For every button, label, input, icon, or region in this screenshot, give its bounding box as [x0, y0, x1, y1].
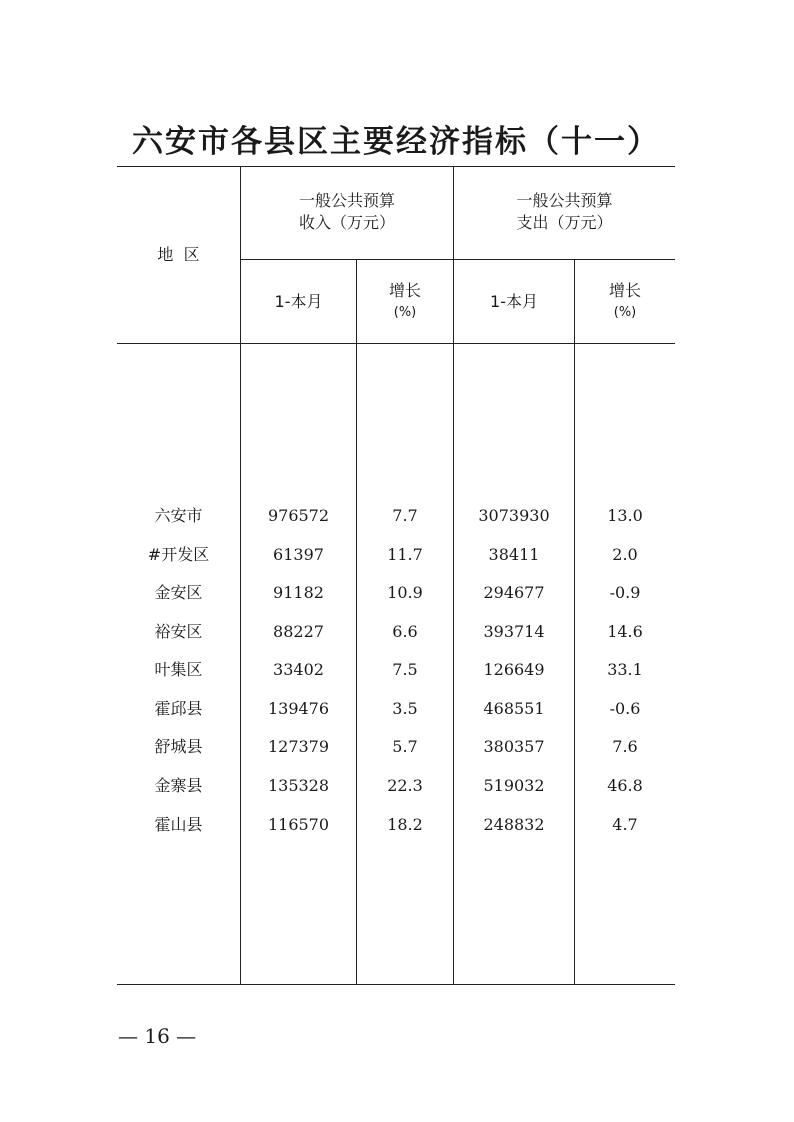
header-expenditure-line2: 支出（万元）: [516, 213, 613, 232]
revenue-growth-cell: 11.7: [387, 545, 423, 564]
revenue-growth-cell: 18.2: [387, 815, 423, 834]
region-cell: 金安区: [154, 583, 203, 602]
header-expenditure-growth-line1: 增长: [608, 281, 641, 300]
column-divider: [240, 166, 241, 985]
region-cell: 裕安区: [154, 622, 203, 641]
header-expenditure-group: [454, 190, 675, 234]
table-top-rule: [117, 166, 675, 167]
table-row: [0, 504, 794, 528]
expenditure-growth-cell: 7.6: [612, 737, 638, 756]
region-cell: 叶集区: [154, 660, 203, 679]
region-cell: 霍邱县: [154, 699, 203, 718]
region-cell: 霍山县: [154, 815, 203, 834]
region-cell: 六安市: [154, 506, 203, 525]
revenue-cell: 88227: [273, 622, 324, 641]
region-cell: 舒城县: [154, 737, 203, 756]
expenditure-growth-cell: -0.6: [609, 699, 641, 718]
header-revenue-line2: 收入（万元）: [298, 213, 395, 232]
revenue-cell: 116570: [267, 815, 330, 834]
expenditure-cell: 380357: [483, 737, 545, 756]
header-expenditure-ytd: 1-本月: [490, 292, 538, 311]
revenue-growth-cell: 10.9: [387, 583, 423, 602]
page-number: — 16 —: [118, 1024, 197, 1048]
header-revenue-growth: [357, 280, 453, 324]
revenue-cell: 61397: [273, 545, 324, 564]
header-expenditure-growth: [575, 280, 675, 324]
expenditure-cell: 519032: [483, 776, 545, 795]
expenditure-growth-cell: 4.7: [612, 815, 638, 834]
expenditure-cell: 38411: [488, 545, 540, 564]
region-cell: #开发区: [147, 545, 210, 564]
revenue-cell: 91182: [273, 583, 324, 602]
expenditure-growth-cell: 14.6: [607, 622, 643, 641]
header-revenue-growth-line1: 增长: [388, 281, 421, 300]
revenue-cell: 127379: [267, 737, 330, 756]
table-row: [0, 658, 794, 682]
revenue-growth-cell: 22.3: [387, 776, 423, 795]
table-row: [0, 620, 794, 644]
revenue-growth-cell: 7.7: [392, 506, 418, 525]
expenditure-cell: 3073930: [478, 506, 550, 525]
table-bottom-rule: [117, 984, 675, 985]
expenditure-growth-cell: 33.1: [607, 660, 643, 679]
expenditure-cell: 393714: [483, 622, 545, 641]
header-region: 地 区: [157, 245, 200, 264]
revenue-growth-cell: 3.5: [392, 699, 418, 718]
expenditure-cell: 294677: [483, 583, 545, 602]
expenditure-cell: 126649: [483, 660, 545, 679]
expenditure-cell: 248832: [483, 815, 545, 834]
table-row: [0, 543, 794, 567]
header-revenue-line1: 一般公共预算: [298, 191, 395, 210]
revenue-cell: 33402: [273, 660, 324, 679]
header-mid-rule: [241, 259, 675, 260]
expenditure-growth-cell: 46.8: [607, 776, 643, 795]
revenue-cell: 139476: [267, 699, 330, 718]
region-cell: 金寨县: [154, 776, 203, 795]
revenue-growth-cell: 5.7: [392, 737, 418, 756]
header-bottom-rule: [117, 343, 675, 344]
header-revenue-ytd: 1-本月: [274, 292, 323, 311]
table-row: [0, 774, 794, 798]
revenue-cell: 976572: [267, 506, 330, 525]
header-revenue-group: [241, 190, 453, 234]
revenue-growth-cell: 6.6: [392, 622, 418, 641]
column-divider: [453, 166, 454, 985]
table-row: [0, 697, 794, 721]
header-expenditure-growth-line2: (%): [613, 305, 637, 320]
header-expenditure-line1: 一般公共预算: [516, 191, 613, 210]
page-title: 六安市各县区主要经济指标（十一）: [132, 124, 660, 160]
table-row: [0, 581, 794, 605]
revenue-cell: 135328: [267, 776, 330, 795]
header-revenue-growth-line2: (%): [393, 305, 417, 320]
expenditure-growth-cell: 2.0: [612, 545, 638, 564]
table-row: [0, 813, 794, 837]
table-row: [0, 735, 794, 759]
expenditure-growth-cell: 13.0: [607, 506, 643, 525]
expenditure-growth-cell: -0.9: [609, 583, 641, 602]
revenue-growth-cell: 7.5: [392, 660, 418, 679]
expenditure-cell: 468551: [483, 699, 545, 718]
